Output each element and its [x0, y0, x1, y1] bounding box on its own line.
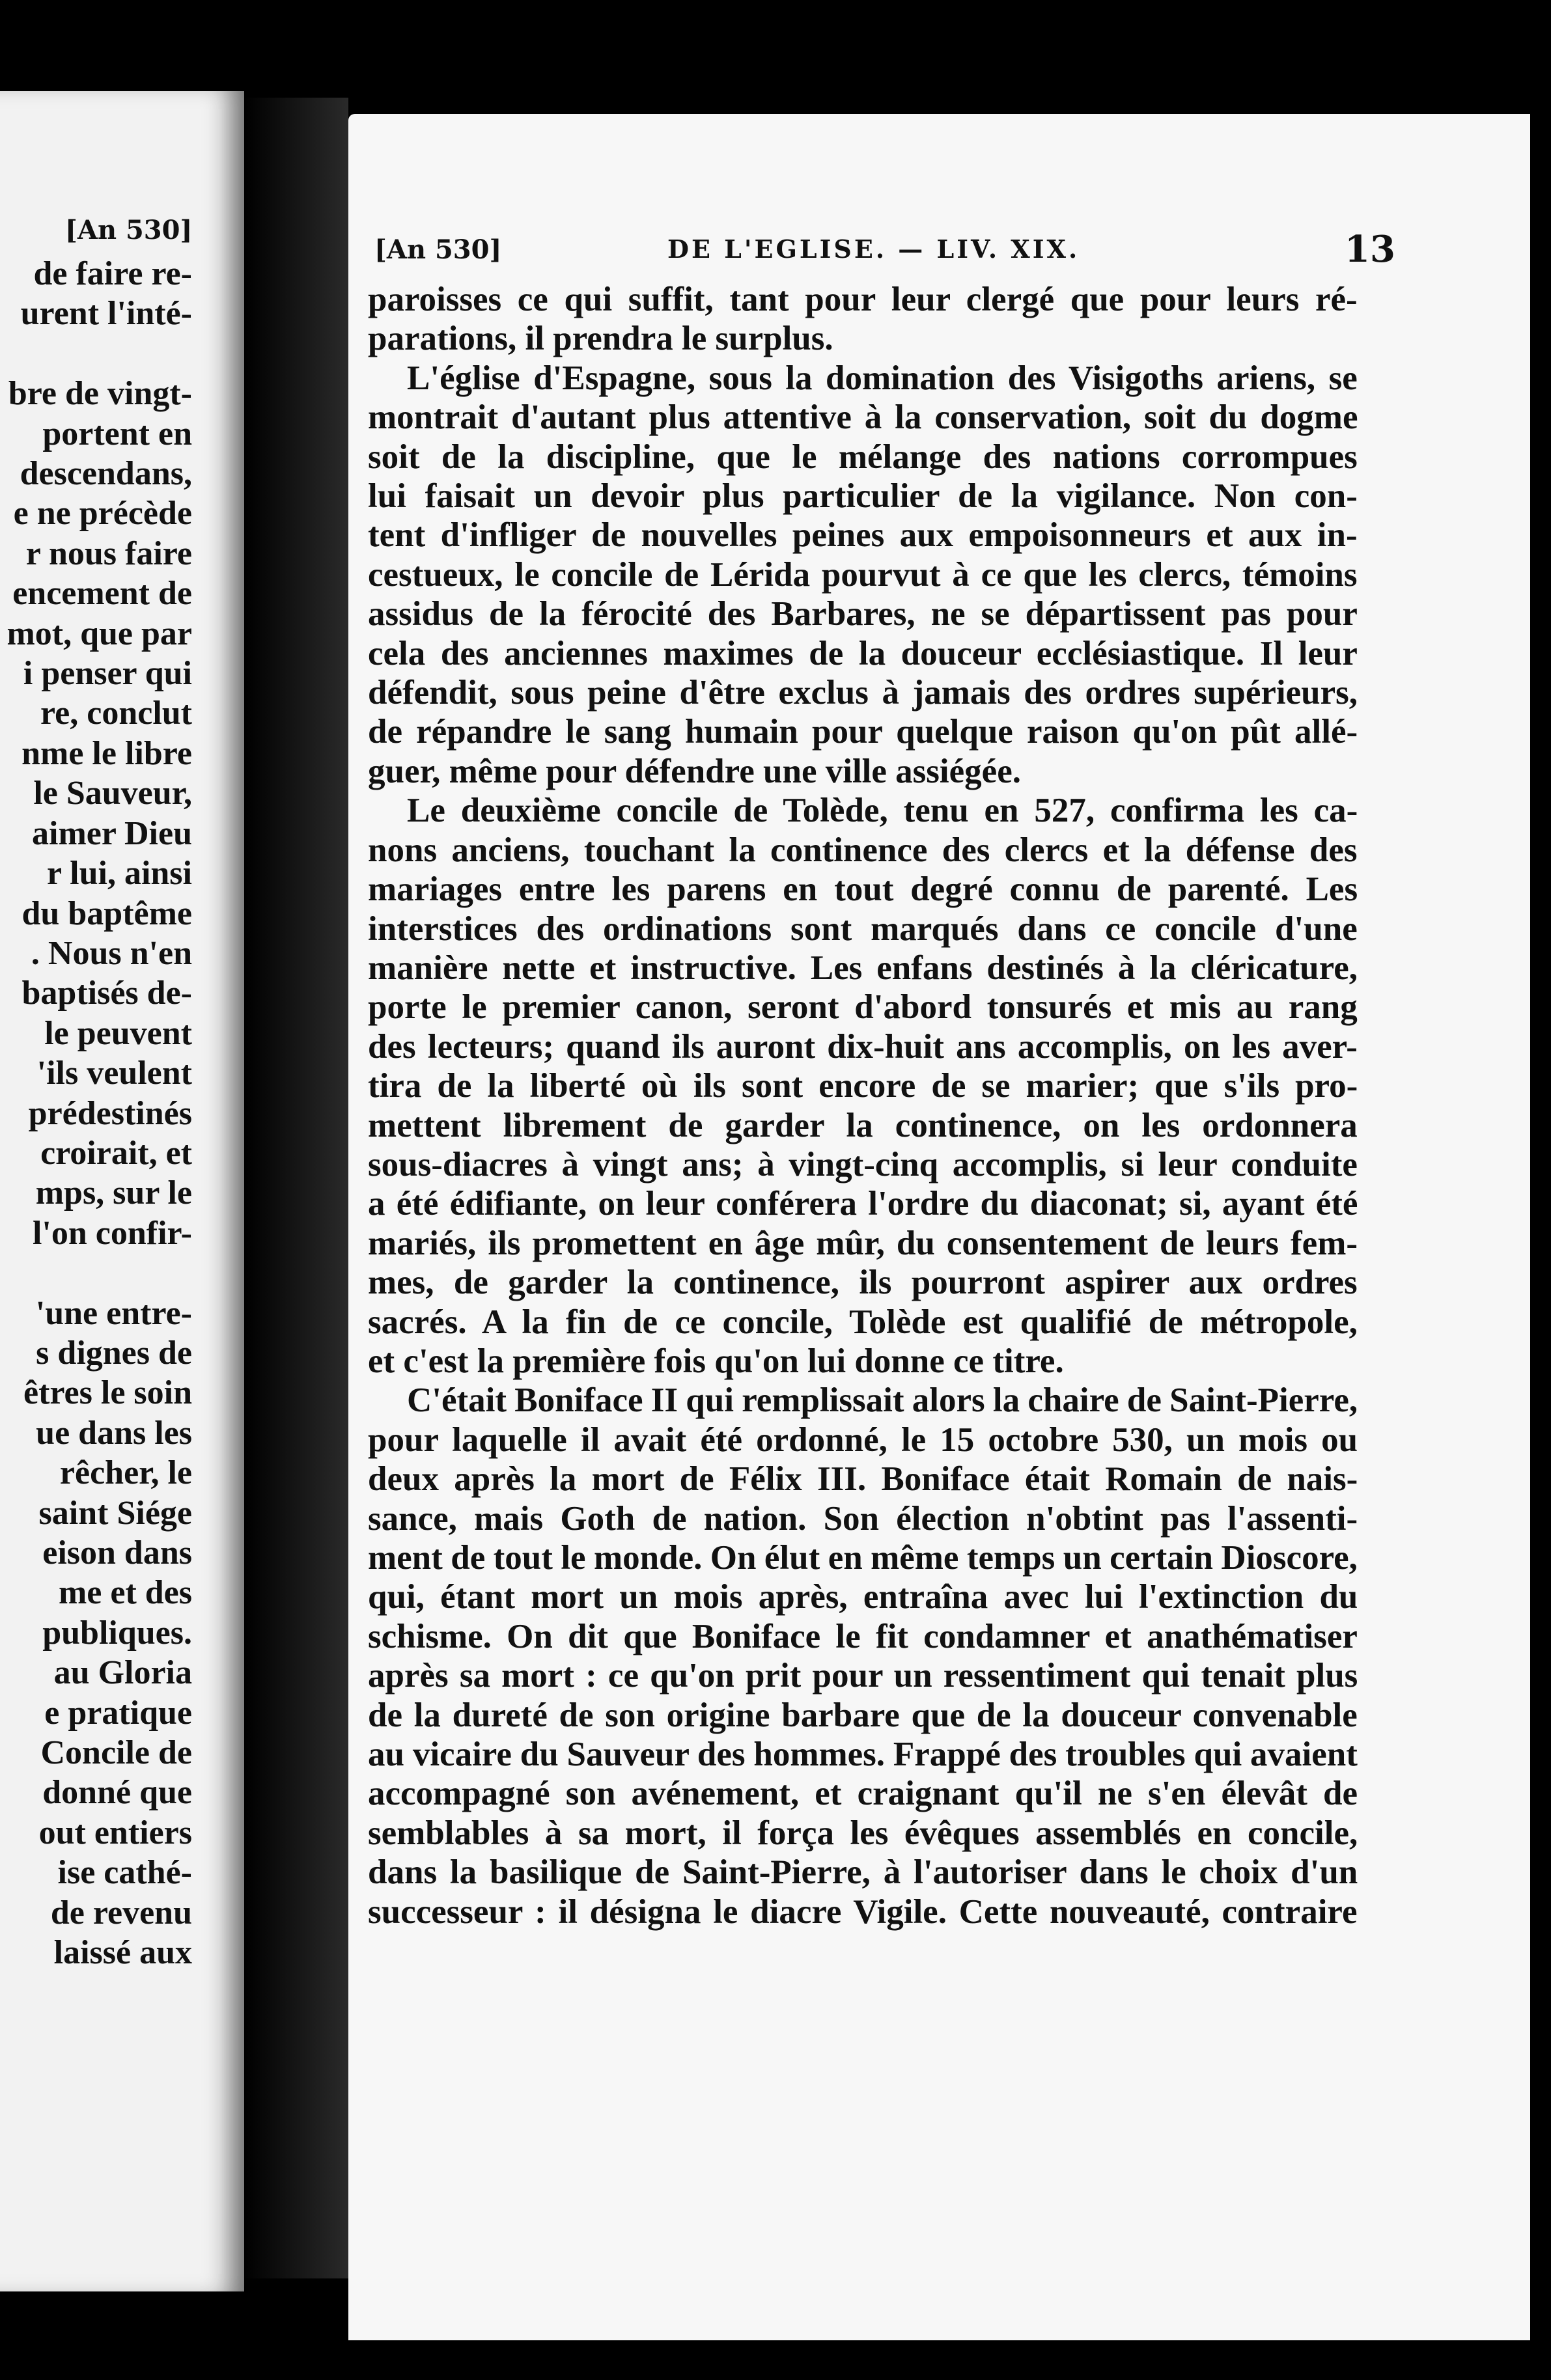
left-text-line: l'on confir- — [32, 1214, 192, 1252]
left-text-line: saint Siége — [38, 1494, 192, 1532]
left-running-head: [An 530] — [65, 215, 193, 245]
body-text-line: L'église d'Espagne, sous la domination des Visigoths ariens, se — [407, 359, 1358, 397]
body-text-line: de la dureté de son origine barbare que de la douceur convenable — [368, 1696, 1358, 1734]
left-text-line: descendans, — [20, 455, 192, 493]
body-text-line: mariés, ils promettent en âge mûr, du consentement de leurs fem- — [368, 1224, 1358, 1262]
body-text-line: cela des anciennes maximes de la douceur ecclésiastique. Il leur — [368, 634, 1358, 672]
body-text-line: deux après la mort de Félix III. Boniface était Romain de nais- — [368, 1460, 1358, 1499]
body-text-line: parations, il prendra le surplus. — [368, 320, 833, 358]
body-text-line: de répandre le sang humain pour quelque raison qu'on pût allé- — [368, 713, 1358, 751]
left-text-line: de faire re- — [33, 255, 192, 292]
left-text-line: portent en — [42, 415, 192, 452]
right-page — [348, 114, 1530, 2340]
body-text-line: défendit, sous peine d'être exclus à jamais des ordres supérieurs, — [368, 674, 1358, 712]
left-page — [0, 91, 244, 2291]
left-text-line: de revenu — [50, 1894, 192, 1931]
left-text-line: ue dans les — [36, 1414, 192, 1452]
body-text-line: pour laquelle il avait été ordonné, le 15 octobre 530, un mois ou — [368, 1420, 1358, 1459]
body-text-line: successeur : il désigna le diacre Vigile. Cette nouveauté, contraire — [368, 1892, 1358, 1931]
left-text-line: donné que — [42, 1774, 192, 1812]
left-text-line — [0, 1253, 192, 1293]
body-text-line: Le deuxième concile de Tolède, tenu en 527, confirma les ca- — [407, 792, 1358, 830]
body-text-line: dans la basilique de Saint-Pierre, à l'autoriser dans le choix d'un — [368, 1853, 1358, 1892]
left-text-line: e pratique — [44, 1694, 192, 1732]
body-text-line: mettent librement de garder la continence, on les ordonnera — [368, 1106, 1358, 1144]
left-text-line: publiques. — [42, 1614, 192, 1652]
left-text-line: i penser qui — [23, 655, 192, 693]
body-text-line: qui, étant mort un mois après, entraîna avec lui l'extinction du — [368, 1578, 1358, 1616]
body-text-line: mes, de garder la continence, ils pourront aspirer aux ordres — [368, 1264, 1358, 1302]
body-text-line: montrait d'autant plus attentive à la conservation, soit du dogme — [368, 398, 1358, 437]
left-text-line: encement de — [12, 575, 192, 613]
left-text-line: êtres le soin — [23, 1374, 192, 1412]
running-head-title: DE L'EGLISE. — LIV. XIX. — [667, 234, 1080, 264]
left-text-line: out entiers — [38, 1814, 192, 1851]
left-text-line: aimer Dieu — [32, 814, 192, 852]
running-head — [348, 228, 1530, 273]
body-text-line: soit de la discipline, que le mélange des nations corrompues — [368, 437, 1358, 476]
body-text-line: nons anciens, touchant la continence des clercs et la défense des — [368, 831, 1358, 869]
body-text-line: a été édifiante, on leur conférera l'ordre du diaconat; si, ayant été — [368, 1185, 1358, 1223]
left-text-line: laissé aux — [53, 1934, 192, 1972]
body-text-line: au vicaire du Sauveur des hommes. Frappé des troubles qui avaient — [368, 1736, 1358, 1774]
body-text-line: guer, même pour défendre une ville assiégée. — [368, 752, 1021, 790]
left-text-line: bre de vingt- — [8, 375, 192, 413]
left-text-line: me et des — [58, 1574, 192, 1612]
left-text-line: le Sauveur, — [33, 775, 192, 812]
left-text-line: . Nous n'en — [31, 934, 192, 972]
left-text-line: mot, que par — [7, 615, 192, 652]
body-text-line: mariages entre les parens en tout degré connu de parenté. Les — [368, 870, 1358, 909]
running-head-year: [An 530] — [374, 234, 502, 265]
body-text-line: interstices des ordinations sont marqués dans ce concile d'une — [368, 909, 1358, 948]
left-text-line: r nous faire — [25, 534, 192, 572]
left-text-line: mps, sur le — [35, 1174, 192, 1212]
body-text-line: manière nette et instructive. Les enfans destinés à la cléricature, — [368, 948, 1358, 987]
book-gutter — [244, 98, 348, 2278]
left-text-line: le peuvent — [44, 1014, 192, 1052]
left-text-line: au Gloria — [53, 1654, 192, 1692]
body-text-line: schisme. On dit que Boniface le fit condamner et anathématiser — [368, 1617, 1358, 1655]
left-text-line: s dignes de — [36, 1334, 192, 1372]
body-text-line: sous-diacres à vingt ans; à vingt-cinq accomplis, si leur conduite — [368, 1145, 1358, 1183]
left-text-line: rêcher, le — [59, 1454, 192, 1492]
body-text — [368, 280, 1358, 1931]
body-text-line: lui faisait un devoir plus particulier de la vigilance. Non con- — [368, 477, 1358, 516]
body-text-line: ment de tout le monde. On élut en même temps un certain Dioscore, — [368, 1539, 1358, 1577]
body-text-line: des lecteurs; quand ils auront dix-huit ans accomplis, on les aver- — [368, 1027, 1358, 1066]
page-number: 13 — [1345, 228, 1395, 271]
body-text-line: assidus de la férocité des Barbares, ne se départissent pas pour — [368, 595, 1358, 633]
left-text-line: ise cathé- — [57, 1854, 192, 1892]
left-text-line: 'ils veulent — [36, 1055, 192, 1092]
body-text-line: cestueux, le concile de Lérida pourvut à ce que les clercs, témoins — [368, 555, 1358, 594]
left-page-text — [0, 254, 192, 1972]
body-text-line: C'était Boniface II qui remplissait alors la chaire de Saint-Pierre, — [407, 1381, 1358, 1420]
left-text-line: 'une entre- — [35, 1294, 192, 1332]
body-text-line: porte le premier canon, seront d'abord tonsurés et mis au rang — [368, 988, 1358, 1027]
left-text-line: r lui, ainsi — [46, 855, 192, 893]
left-text-line: prédestinés — [28, 1094, 192, 1132]
body-text-line: accompagné son avénement, et craignant qu'il ne s'en élevât de — [368, 1775, 1358, 1813]
body-text-line: tent d'infliger de nouvelles peines aux empoisonneurs et aux in- — [368, 516, 1358, 555]
body-text-line: après sa mort : ce qu'on prit pour un ressentiment qui tenait plus — [368, 1657, 1358, 1695]
left-text-line: croirait, et — [40, 1134, 192, 1172]
left-text-line: eison dans — [42, 1534, 192, 1571]
left-text-line: e ne précède — [13, 495, 192, 533]
body-text-line: semblables à sa mort, il força les évêques assemblés en concile, — [368, 1814, 1358, 1852]
left-text-line: Concile de — [40, 1734, 192, 1772]
left-text-line: baptisés de- — [21, 975, 192, 1012]
body-text-line: tira de la liberté où ils sont encore de se marier; que s'ils pro- — [368, 1067, 1358, 1105]
left-text-line: du baptême — [21, 894, 192, 932]
body-text-line: et c'est la première fois qu'on lui donne ce titre. — [368, 1342, 1064, 1380]
body-text-line: sance, mais Goth de nation. Son élection n'obtint pas l'assenti- — [368, 1499, 1358, 1538]
body-text-line: paroisses ce qui suffit, tant pour leur clergé que pour leurs ré- — [368, 281, 1358, 318]
left-text-line: re, conclut — [40, 695, 192, 732]
left-text-line: urent l'inté- — [20, 295, 192, 333]
left-text-line: nme le libre — [21, 734, 192, 772]
left-text-line — [0, 334, 192, 374]
body-text-line: sacrés. A la fin de ce concile, Tolède est qualifié de métropole, — [368, 1303, 1358, 1341]
